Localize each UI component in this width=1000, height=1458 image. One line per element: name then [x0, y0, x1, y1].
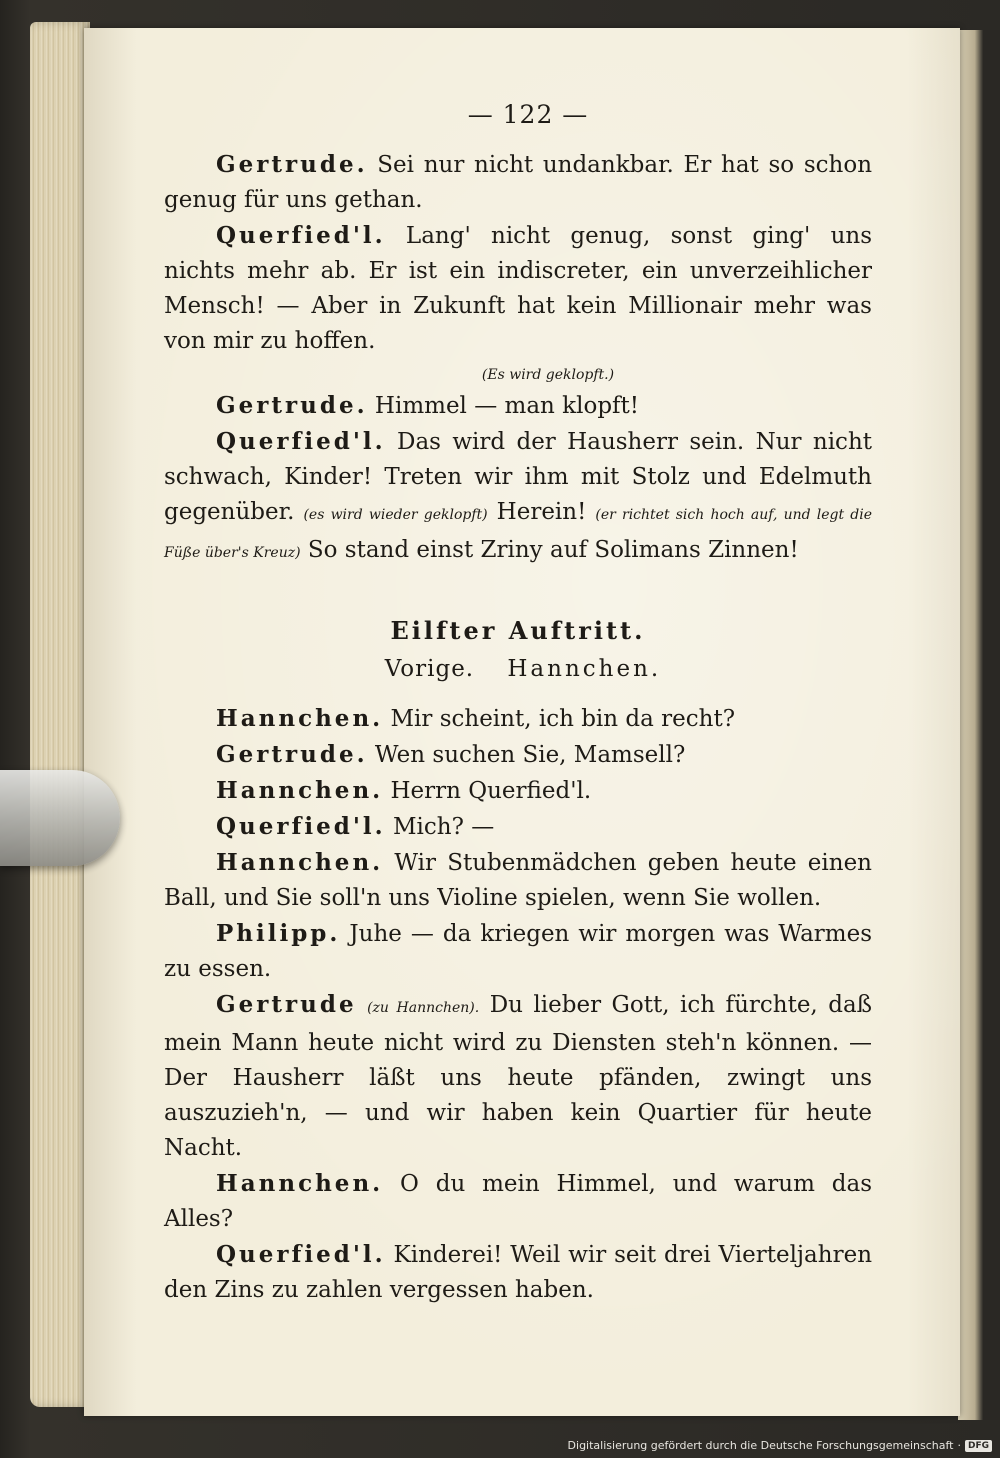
speaker-name: Hannchen.: [216, 777, 384, 804]
dfg-logo: DFG: [965, 1440, 992, 1452]
speech-text: Das wird der Hausherr sein. Nur nicht schwach, Kinder! Treten wir ihm mit Stolz und Edelmuth gegenüber.: [164, 429, 872, 525]
speech-gertrude-1: [164, 147, 872, 218]
speech-hannchen-3: [164, 845, 872, 916]
speaker-name: Gertrude.: [216, 151, 368, 178]
speech-text: Mich? —: [392, 814, 495, 840]
page-text: [164, 100, 872, 1308]
speech-gertrude-2: [164, 388, 872, 424]
speech-text: Du lieber Gott, ich fürchte, daß mein Mann heute nicht wird zu Diensten steh'n können. — Der Hausherr läßt uns heute pfänden, zwingt uns auszuzieh'n, — und wir haben kein Quartier für heute Nacht.: [164, 992, 873, 1161]
speaker-name: Querfied'l.: [216, 428, 386, 455]
page-edges: [30, 22, 90, 1407]
stage-direction: (es wird wieder geklopft): [303, 507, 488, 523]
speech-querfiedl-2: [164, 424, 872, 571]
speaker-name: Hannchen.: [216, 849, 384, 876]
speech-hannchen-4: [164, 1166, 872, 1237]
speech-querfiedl-3: [164, 809, 872, 845]
speech-text: Juhe — da kriegen wir morgen was Warmes zu essen.: [164, 921, 873, 982]
speaker-name: Querfied'l.: [216, 813, 386, 840]
scene-persons: [164, 649, 872, 689]
scene-heading: Eilfter Auftritt.: [390, 616, 646, 645]
speech-text: Himmel — man klopft!: [374, 393, 640, 419]
speech-querfiedl-4: [164, 1237, 872, 1308]
stage-direction: (zu Hannchen).: [367, 1000, 480, 1016]
page-number: — 122 —: [467, 100, 589, 129]
stage-direction: (er richtet sich hoch auf, und legt die Füße über's Kreuz): [164, 507, 873, 561]
persons-previous: Vorige.: [384, 656, 475, 682]
speech-text: Herrn Querfied'l.: [390, 778, 592, 804]
speech-querfiedl-1: [164, 218, 872, 359]
speaker-name: Philipp.: [216, 920, 341, 947]
speech-text: So stand einst Zriny auf Solimans Zinnen!: [307, 537, 799, 563]
speaker-name: Querfied'l.: [216, 222, 386, 249]
speaker-name: Gertrude: [216, 991, 357, 1018]
speech-hannchen-1: [164, 701, 872, 737]
digitization-footer: Digitalisierung gefördert durch die Deutsche Forschungsgemeinschaft · DFG: [568, 1439, 992, 1452]
speech-text: Mir scheint, ich bin da recht?: [390, 706, 736, 732]
speech-philipp-1: [164, 916, 872, 987]
speaker-name: Hannchen.: [216, 1170, 384, 1197]
speech-text: Wir Stubenmädchen geben heute einen Ball, und Sie soll'n uns Violine spielen, wenn Sie wollen.: [164, 850, 873, 911]
speaker-name: Gertrude.: [216, 741, 368, 768]
speech-hannchen-2: [164, 773, 872, 809]
speaker-name: Hannchen.: [216, 705, 384, 732]
speech-text: Lang' nicht genug, sonst ging' uns nichts mehr ab. Er ist ein indiscreter, ein unverzeihlicher Mensch! — Aber in Zukunft hat kein Millionair mehr was von mir zu hoffen.: [164, 223, 872, 354]
speech-text: Wen suchen Sie, Mamsell?: [374, 742, 686, 768]
speech-text: O du mein Himmel, und warum das Alles?: [164, 1171, 873, 1232]
speech-text: Herein!: [496, 499, 587, 525]
speech-text: Kinderei! Weil wir seit drei Vierteljahren den Zins zu zahlen vergessen haben.: [164, 1242, 873, 1303]
speaker-name: Gertrude.: [216, 392, 368, 419]
speaker-name: Querfied'l.: [216, 1241, 386, 1268]
persons-new: Hannchen.: [507, 656, 662, 682]
speech-gertrude-3: [164, 737, 872, 773]
speech-text: Sei nur nicht undankbar. Er hat so schon genug für uns gethan.: [164, 152, 873, 213]
footer-text: Digitalisierung gefördert durch die Deutsche Forschungsgemeinschaft: [567, 1439, 954, 1452]
page-clip: [0, 770, 120, 866]
facing-page-edge: [958, 30, 1000, 1420]
stage-direction-knock: (Es wird geklopft.): [481, 367, 615, 383]
speech-gertrude-4: [164, 987, 872, 1166]
